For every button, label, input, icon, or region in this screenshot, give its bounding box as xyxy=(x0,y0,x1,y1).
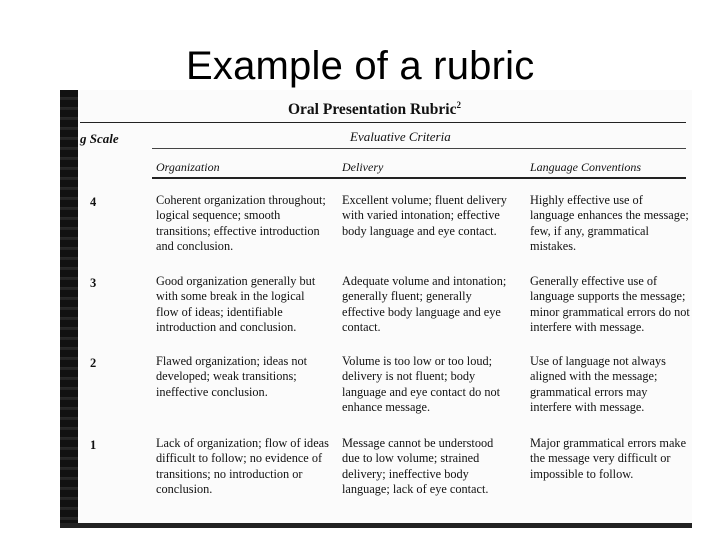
rubric-title-text: Oral Presentation Rubric xyxy=(288,101,457,119)
rubric-title xyxy=(288,100,461,119)
cell-language-2: Use of language not always aligned with the message; grammatical errors may interfere with message. xyxy=(530,354,666,415)
header-rule xyxy=(152,177,686,179)
cell-delivery-4: Excellent volume; fluent delivery with varied intonation; effective body language and eye contact. xyxy=(342,193,507,238)
score-4: 4 xyxy=(90,195,97,209)
score-1: 1 xyxy=(90,438,97,452)
scale-header: g Scale xyxy=(80,131,119,146)
footnote-marker: 2 xyxy=(456,100,461,110)
criteria-header: Evaluative Criteria xyxy=(350,129,451,144)
column-header-language: Language Conventions xyxy=(530,160,641,174)
cell-language-3: Generally effective use of language supports the message; minor grammatical errors do not interfere with message. xyxy=(530,274,690,335)
column-header-delivery: Delivery xyxy=(342,160,384,174)
scan-binding-edge xyxy=(60,90,78,528)
cell-language-4: Highly effective use of language enhances the message; few, if any, grammatical mistakes. xyxy=(530,193,689,254)
cell-language-1: Major grammatical errors make the message very difficult or impossible to follow. xyxy=(530,436,687,481)
cell-organization-2: Flawed organization; ideas not developed; weak transitions; ineffective conclusion. xyxy=(156,354,308,399)
cell-delivery-1: Message cannot be understood due to low volume; strained delivery; ineffective body language; lack of eye contact. xyxy=(342,436,494,497)
criteria-rule xyxy=(152,148,686,149)
top-rule xyxy=(80,122,686,123)
column-header-organization: Organization xyxy=(156,160,220,174)
cell-delivery-2: Volume is too low or too loud; delivery is not fluent; body language and eye contact do not enhance message. xyxy=(342,354,501,415)
cell-organization-1: Lack of organization; flow of ideas difficult to follow; no evidence of transitions; no introduction or conclusion. xyxy=(156,436,329,497)
cell-organization-3: Good organization generally but with some break in the logical flow of ideas; identifiable introduction and conclusion. xyxy=(156,274,316,335)
cell-delivery-3: Adequate volume and intonation; generally fluent; generally effective body language and eye contact. xyxy=(342,274,507,335)
cell-organization-4: Coherent organization throughout; logical sequence; smooth transitions; effective introduction and conclusion. xyxy=(156,193,326,254)
slide-title: Example of a rubric xyxy=(186,44,535,88)
score-2: 2 xyxy=(90,356,97,370)
score-3: 3 xyxy=(90,276,97,290)
rubric-scan xyxy=(60,90,692,528)
scan-bottom-edge xyxy=(60,523,692,528)
